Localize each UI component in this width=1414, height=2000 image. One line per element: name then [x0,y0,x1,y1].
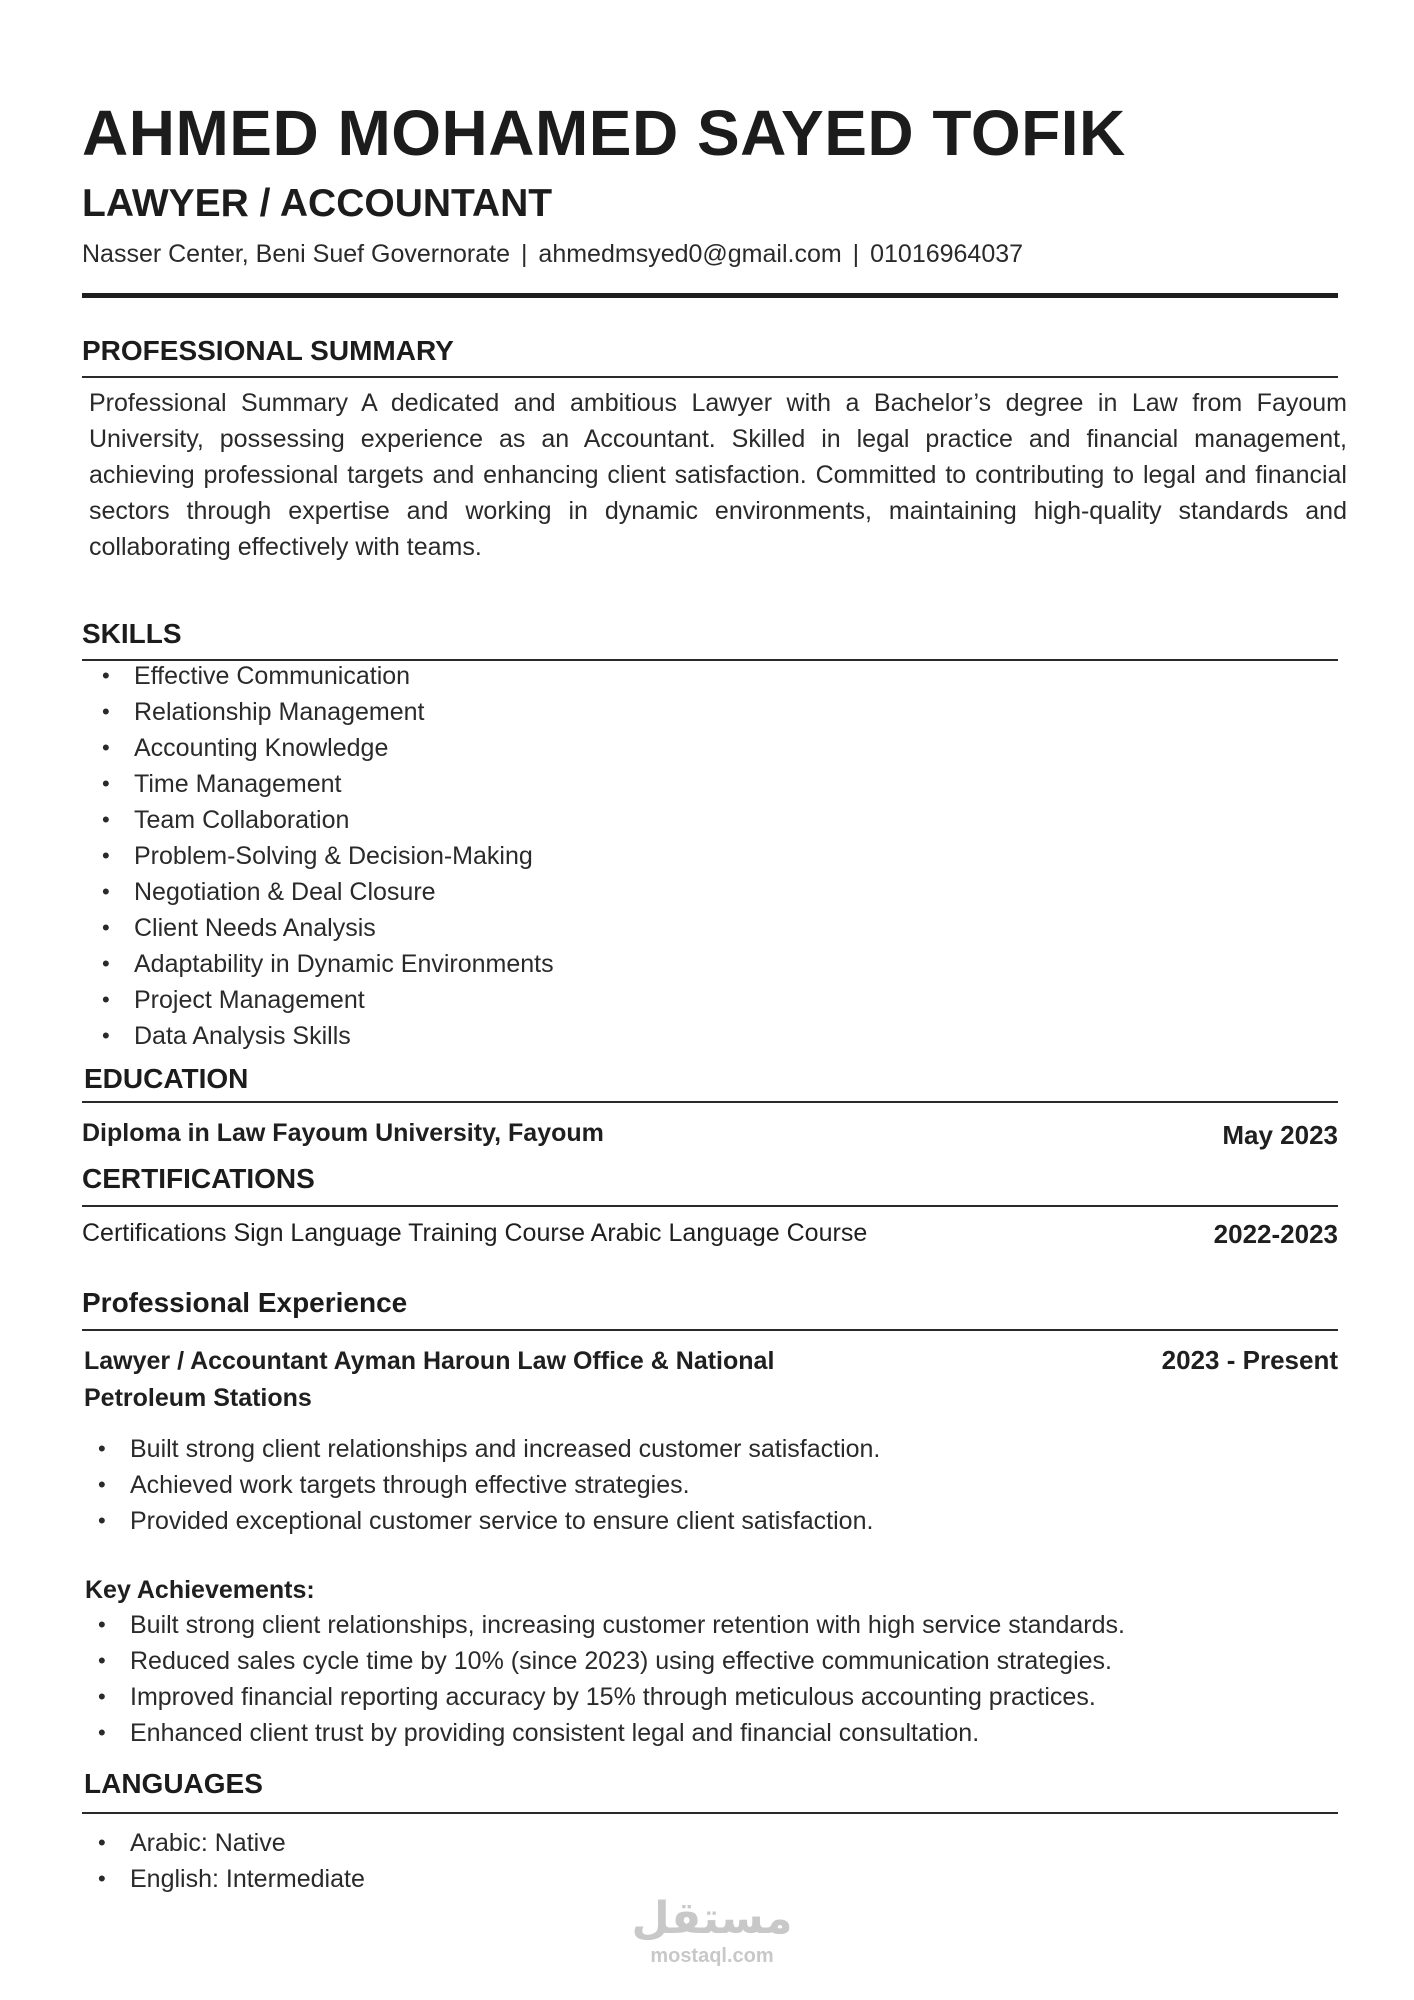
language-item: • Arabic: Native [80,1825,365,1861]
languages-divider [82,1812,1338,1814]
skill-item: • Problem-Solving & Decision-Making [84,838,554,874]
skill-item: • Adaptability in Dynamic Environments [84,946,554,982]
experience-position: Lawyer / Accountant Ayman Haroun Law Office & National Petroleum Stations [84,1347,775,1412]
contact-line [82,240,1023,269]
candidate-name: AHMED MOHAMED SAYED TOFIK [82,97,1126,169]
achievement-item: • Enhanced client trust by providing consistent legal and financial consultation. [80,1715,1125,1751]
skill-item: • Effective Communication [84,658,554,694]
skills-list [84,658,554,1054]
contact-separator: | [520,240,528,268]
certifications-entry: Certifications Sign Language Training Course Arabic Language Course [82,1219,868,1247]
certifications-date: 2022-2023 [1213,1219,1338,1249]
contact-address: Nasser Center, Beni Suef Governorate [82,240,511,268]
achievement-item: • Improved financial reporting accuracy by 15% through meticulous accounting practices. [80,1679,1125,1715]
languages-heading: LANGUAGES [84,1768,263,1799]
education-date: May 2023 [1222,1120,1338,1150]
experience-divider [82,1329,1338,1331]
experience-date: 2023 - Present [1161,1345,1338,1375]
contact-separator: | [852,240,860,268]
watermark-logo: مستقل [631,1893,793,1944]
experience-heading: Professional Experience [82,1287,408,1318]
languages-list [80,1825,365,1897]
skill-item: • Team Collaboration [84,802,554,838]
skill-item: • Relationship Management [84,694,554,730]
education-divider [82,1101,1338,1103]
achievement-item: • Built strong client relationships, increasing customer retention with high service standards. [80,1607,1125,1643]
achievements-heading: Key Achievements: [85,1576,315,1604]
duty-item: • Provided exceptional customer service to ensure client satisfaction. [80,1503,880,1539]
contact-phone: 01016964037 [870,240,1024,268]
skills-heading: SKILLS [82,618,182,649]
skill-item: • Client Needs Analysis [84,910,554,946]
certifications-divider [82,1205,1338,1207]
skill-item: • Data Analysis Skills [84,1018,554,1054]
contact-email[interactable]: ahmedmsyed0@gmail.com [538,240,842,268]
watermark-site: mostaql.com [650,1945,774,1967]
candidate-role: LAWYER / ACCOUNTANT [82,182,553,225]
experience-duties-list [80,1431,880,1539]
summary-divider [82,376,1338,378]
summary-text: Professional Summary A dedicated and ambitious Lawyer with a Bachelor’s degree in Law from Fayoum University, possessing experience as an Accountant. Skilled in legal practice and financial management, achieving professional targets and enhancing client satisfaction. Committed to contributing to legal and financial sectors through expertise and working in dynamic environments, maintaining high-quality standards and collaborating effectively with teams. [89,389,1347,561]
skill-item: • Project Management [84,982,554,1018]
language-item: • English: Intermediate [80,1861,365,1897]
achievement-item: • Reduced sales cycle time by 10% (since 2023) using effective communication strategies. [80,1643,1125,1679]
header-divider [82,293,1338,298]
skill-item: • Time Management [84,766,554,802]
summary-heading: PROFESSIONAL SUMMARY [82,335,454,366]
education-heading: EDUCATION [84,1063,249,1094]
certifications-heading: CERTIFICATIONS [82,1163,315,1194]
skill-item: • Accounting Knowledge [84,730,554,766]
duty-item: • Achieved work targets through effective strategies. [80,1467,880,1503]
duty-item: • Built strong client relationships and increased customer satisfaction. [80,1431,880,1467]
skill-item: • Negotiation & Deal Closure [84,874,554,910]
mostaql-watermark [622,1895,802,1968]
education-entry: Diploma in Law Fayoum University, Fayoum [82,1119,604,1147]
achievements-list [80,1607,1125,1751]
